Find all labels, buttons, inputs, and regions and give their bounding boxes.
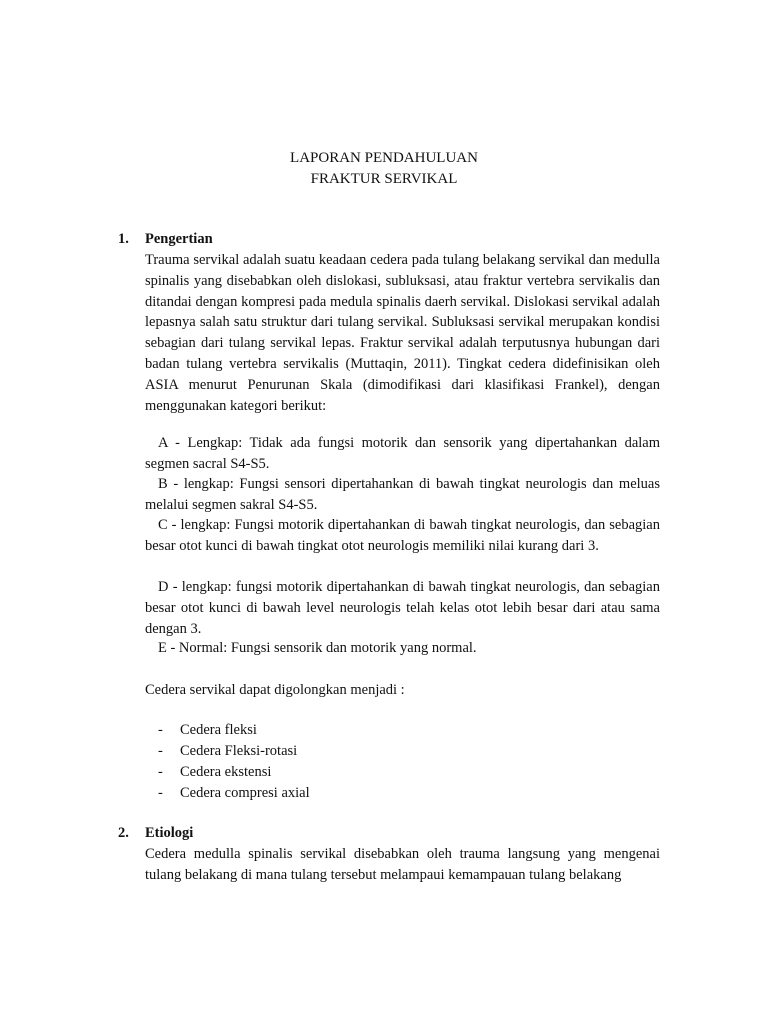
section-2-title: Etiologi — [145, 825, 194, 841]
section-1-paragraph: Trauma servikal adalah suatu keadaan cedera pada tulang belakang servikal dan medulla spinalis yang disebabkan oleh dislokasi, subluksasi, atau fraktur vertebra servikalis dan ditandai dengan kompresi pada medula spinalis daerh servikal. Dislokasi servikal adalah lepasnya salah satu struktur dari tulang servikal. Subluksasi servikal merupakan kondisi sebagian dari tulang servikal lepas. Fraktur servikal adalah terputusnya hubungan dari badan tulang vertebra servikalis (Muttaqin, 2011). Tingkat cedera didefinisikan oleh ASIA menurut Penurunan Skala (dimodifikasi dari klasifikasi Frankel), dengan menggunakan kategori berikut: — [145, 252, 660, 414]
section-1-number: 1. — [118, 231, 129, 247]
list-item-text: Cedera compresi axial — [180, 785, 310, 801]
bullet-dash: - — [158, 785, 163, 801]
list-item-text: Cedera fleksi — [180, 722, 257, 738]
document-title-line-1: LAPORAN PENDAHULUAN — [290, 150, 478, 166]
category-e: E - Normal: Fungsi sensorik dan motorik yang normal. — [158, 640, 477, 656]
section-2-paragraph: Cedera medulla spinalis servikal disebabkan oleh trauma langsung yang mengenai tulang belakang di mana tulang tersebut melampaui kemampauan tulang belakang — [145, 846, 660, 883]
list-item-text: Cedera ekstensi — [180, 764, 272, 780]
category-b: B - lengkap: Fungsi sensori dipertahankan di bawah tingkat neurologis dan meluas melalui segmen sakral S4-S5. — [145, 476, 660, 513]
bullet-dash: - — [158, 764, 163, 780]
document-title-line-2: FRAKTUR SERVIKAL — [310, 171, 458, 187]
section-2-number: 2. — [118, 825, 129, 841]
category-d: D - lengkap: fungsi motorik dipertahankan di bawah tingkat neurologis, dan sebagian besar otot kunci di bawah level neurologis telah kelas otot lebih besar dari atau sama dengan 3. — [145, 579, 660, 637]
section-1-title: Pengertian — [145, 231, 213, 247]
classification-intro: Cedera servikal dapat digolongkan menjadi : — [145, 682, 405, 698]
list-item-text: Cedera Fleksi-rotasi — [180, 743, 298, 759]
category-a: A - Lengkap: Tidak ada fungsi motorik dan sensorik yang dipertahankan dalam segmen sacral S4-S5. — [145, 435, 660, 472]
bullet-dash: - — [158, 743, 163, 759]
bullet-dash: - — [158, 722, 163, 738]
category-c: C - lengkap: Fungsi motorik dipertahankan di bawah tingkat neurologis, dan sebagian besar otot kunci di bawah tingkat otot neurologis memiliki nilai kurang dari 3. — [145, 517, 660, 554]
